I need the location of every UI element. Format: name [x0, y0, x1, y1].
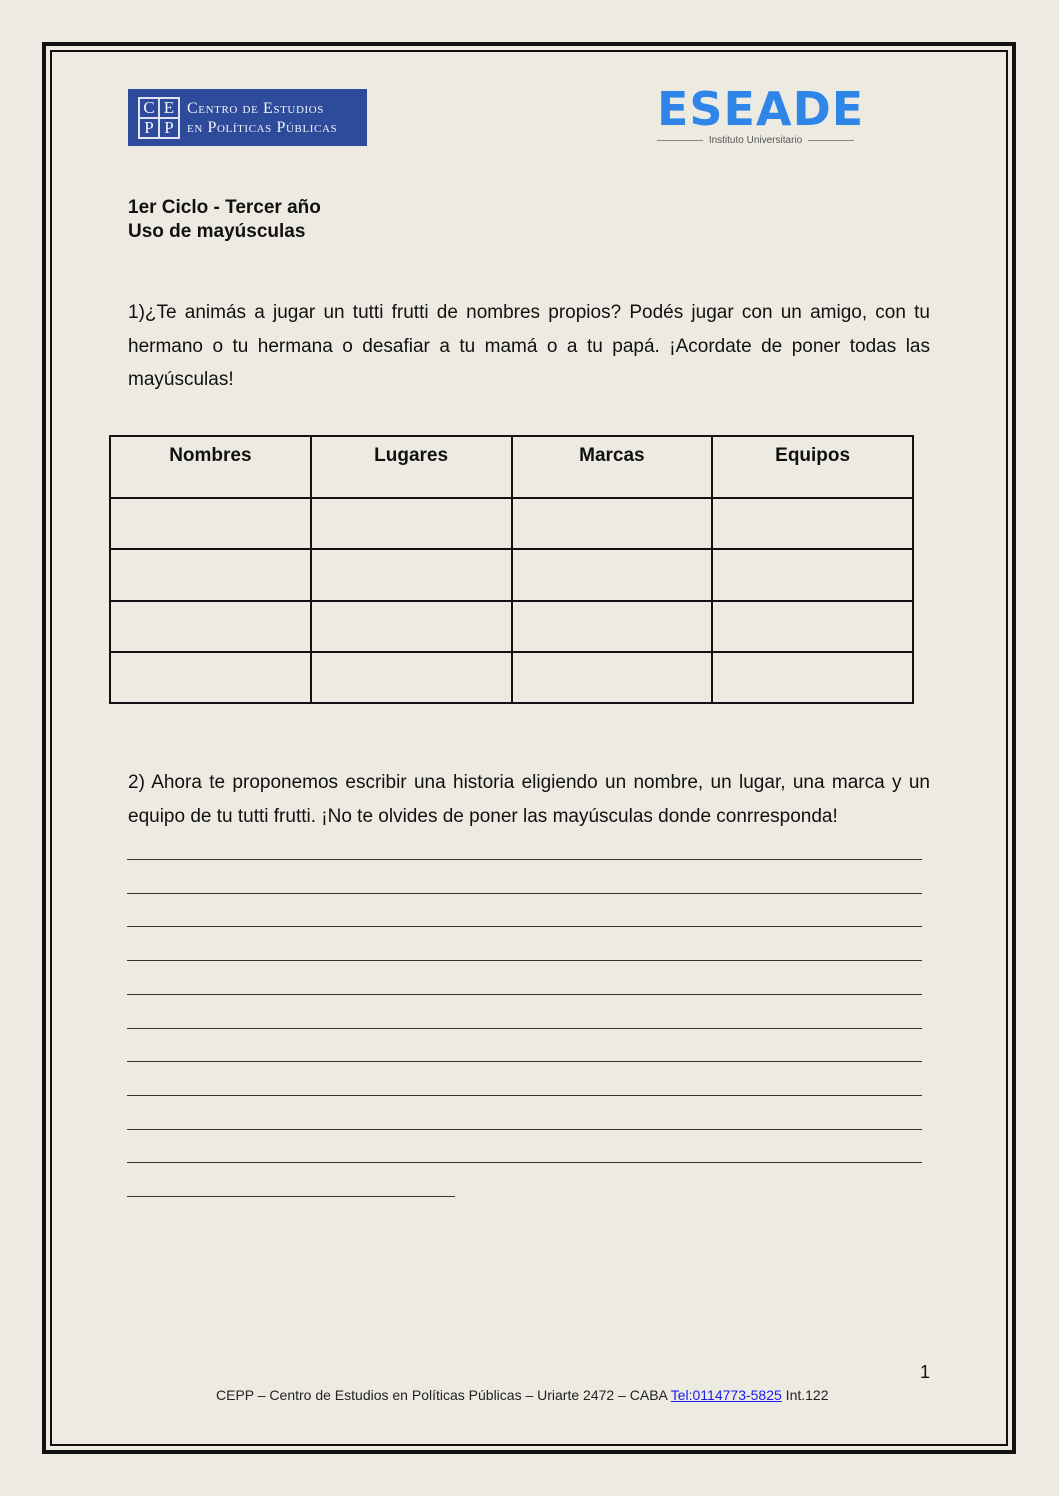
writing-line[interactable] [127, 994, 922, 995]
column-header: Equipos [712, 436, 913, 498]
answer-cell[interactable] [311, 549, 512, 600]
column-header: Nombres [110, 436, 311, 498]
answer-cell[interactable] [512, 601, 713, 652]
answer-cell[interactable] [512, 498, 713, 549]
table-header-row [110, 436, 913, 498]
answer-cell[interactable] [712, 601, 913, 652]
writing-line[interactable] [127, 1061, 922, 1062]
cepp-letter: P [139, 118, 159, 138]
cepp-letter: E [159, 98, 179, 118]
cepp-line-1: Centro de Estudios [187, 99, 325, 117]
cepp-monogram [138, 97, 180, 139]
page-border-inner [50, 50, 1008, 1446]
footer [216, 1387, 829, 1403]
writing-line[interactable] [127, 1162, 922, 1163]
answer-cell[interactable] [311, 601, 512, 652]
cycle-heading: 1er Ciclo - Tercer año [128, 197, 321, 218]
writing-line[interactable] [127, 1028, 922, 1029]
answer-cell[interactable] [110, 549, 311, 600]
table-row [110, 498, 913, 549]
writing-line[interactable] [127, 960, 922, 961]
divider [808, 140, 854, 141]
eseade-subtitle: Instituto Universitario [708, 135, 803, 146]
answer-cell[interactable] [110, 652, 311, 703]
cepp-logo [128, 89, 367, 146]
table-row [110, 652, 913, 703]
answer-cell[interactable] [110, 601, 311, 652]
cepp-line-2: en Políticas Públicas [187, 118, 338, 136]
writing-line[interactable] [127, 1196, 455, 1197]
column-header: Marcas [512, 436, 713, 498]
answer-cell[interactable] [311, 652, 512, 703]
writing-line[interactable] [127, 1095, 922, 1096]
eseade-logo [657, 82, 865, 150]
footer-address: CEPP – Centro de Estudios en Políticas Públicas – Uriarte 2472 – CABA [216, 1387, 671, 1403]
exercise-1-instructions: 1)¿Te animás a jugar un tutti frutti de nombres propios? Podés jugar con un amigo, con tu hermano o tu hermana o desafiar a tu mamá o a tu papá. ¡Acordate de poner todas las mayúsculas! [128, 302, 930, 390]
writing-line[interactable] [127, 893, 922, 894]
footer-phone-link[interactable]: Tel:0114773-5825 [670, 1387, 782, 1403]
answer-cell[interactable] [311, 498, 512, 549]
column-header: Lugares [311, 436, 512, 498]
topic-heading: Uso de mayúsculas [128, 221, 306, 242]
cepp-letter: P [159, 118, 179, 138]
answer-cell[interactable] [512, 549, 713, 600]
cepp-wordmark [187, 99, 337, 137]
answer-cell[interactable] [110, 498, 311, 549]
tutti-frutti-table [109, 435, 914, 704]
cepp-letter: C [139, 98, 159, 118]
table-row [110, 601, 913, 652]
writing-line[interactable] [127, 926, 922, 927]
eseade-subtitle-row [657, 135, 854, 146]
answer-cell[interactable] [712, 498, 913, 549]
writing-line[interactable] [127, 1129, 922, 1130]
table-row [110, 549, 913, 600]
answer-cell[interactable] [712, 652, 913, 703]
exercise-2-instructions: 2) Ahora te proponemos escribir una historia eligiendo un nombre, un lugar, una marca y un equipo de tu tutti frutti. ¡No te olvides de poner las mayúsculas donde conrresponda! [128, 772, 930, 827]
writing-line[interactable] [127, 859, 922, 860]
answer-cell[interactable] [712, 549, 913, 600]
answer-cell[interactable] [512, 652, 713, 703]
page-number: 1 [920, 1362, 931, 1382]
eseade-wordmark: ESEADE [657, 82, 865, 136]
footer-extension: Int.122 [781, 1387, 829, 1403]
divider [657, 140, 703, 141]
